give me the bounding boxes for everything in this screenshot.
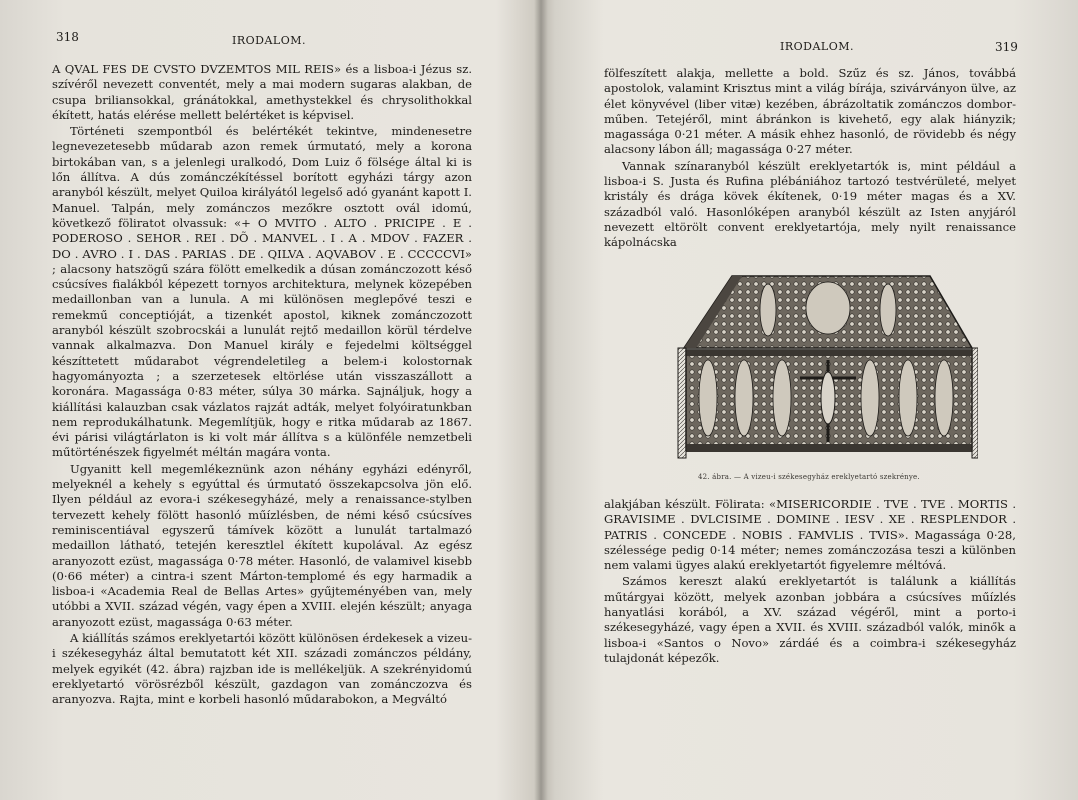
right-page-body-top bbox=[604, 66, 1016, 251]
page-number: 318 bbox=[56, 30, 79, 44]
paragraph: A kiállítás számos ereklyetartói között különösen érdekesek a vizeu-i székesegyház által bemutatott két XII. századi zománczos példány, melyek egyikét (42. ábra) rajzban ide is mellékeljük. A szekrényidomú ereklyetartó vörösrézből készült, gazdagon van zománczozva és aranyozva. Rajta, mint e korbeli hasonló műdarabokon, a Megváltó bbox=[52, 630, 472, 707]
paragraph: Vannak színaranyból készült ereklyetartók is, mint például a lisboa-i S. Justa és Rufina plébániához tartozó testvérületé, melyet kristály és drága kövek ékítenek, 0·19 méter magas és a XV. századból való. Hasonlóképen aranyból készült az Isten anyjáról nevezett eltörölt convent ereklyetartója, mely nyilt renaissance kápolnácska bbox=[604, 158, 1016, 250]
paragraph: fölfeszített alakja, mellette a bold. Szűz és sz. János, továbbá apostolok, valamint Krisztus mint a világ bírája, szivárványon ülve, az élet könyvével (liber vitæ) kezében, ábrázoltatik zománczos dombor-műben. Tetejéről, mint ábránkon is kivehető, egy alak hiányzik; magassága 0·21 méter. A másik ehhez hasonló, de rövidebb és négy alacsony lábon áll; magassága 0·27 méter. bbox=[604, 66, 1016, 157]
right-page bbox=[548, 0, 1078, 800]
left-page-body bbox=[52, 62, 472, 707]
running-head: IRODALOM. bbox=[780, 40, 854, 53]
figure-caption: 42. ábra. — A vizeu-i székesegyház ereklyetartó szekrénye. bbox=[698, 473, 920, 481]
paragraph: Számos kereszt alakú ereklyetartót is találunk a kiállítás műtárgyai között, melyek azonban jobbára a csúcsíves műízlés hanyatlási korából, a XV. század végéről, mint a porto-i székesegyházé, vagy épen a XVII. és XVIII. századból valók, minők a lisboa-i «Santos o Novo» zárdáé és a coimbra-i székesegyház tulajdonát képezők. bbox=[604, 574, 1016, 665]
reliquary-illustration bbox=[672, 272, 978, 468]
page-number: 319 bbox=[995, 40, 1018, 54]
right-page-body-bottom bbox=[604, 497, 1016, 666]
running-head: IRODALOM. bbox=[232, 34, 306, 47]
paragraph: Ugyanitt kell megemlékeznünk azon néhány egyházi edényről, melyeknél a kehely s egyúttal és úrmutató összekapcsolva jön elő. Ilyen például az evora-i székesegyházé, mely a renaissance-stylben tervezett kehely fölött hasonló műízlésben, de némi késő csúcsíves reminiscentiával egyszerű támívek között a lunulát tartalmazó medaillon látható, tetején keresztlel ékített kupolával. Az egész aranyozott ezüst, magassága 0·78 méter. Hasonló, de valamivel kisebb (0·66 méter) a cintra-i szent Márton-templomé és egy harmadik a lisboa-i «Academia Real de Bellas Artes» gyűjteményében van, mely utóbbi a XVII. század végén, vagy épen a XVIII. elején készült; anyaga aranyozott ezüst, magassága 0·63 méter. bbox=[52, 461, 472, 629]
paragraph: A QVAL FES DE CVSTO DVZEMTOS MIL REIS» és a lisboa-i Jézus sz. szívéről nevezett conventét, mely a mai modern sugaras alakban, de csupa briliansokkal, gránátokkal, amethystekkel és chrysolithokkal ékített, hatás elérése mellett belértéket is képvisel. bbox=[52, 62, 472, 122]
paragraph: alakjában készült. Fölirata: «MISERICORDIE . TVE . TVE . MORTIS . GRAVISIME . DVLCISIME . DOMINE . IESV . XE . RESPLENDOR . PATRIS . CONCEDE . NOBIS . FAMVLIS . TVIS». Magassága 0·28, szélessége pedig 0·14 méter; nemes zománczozása teszi a különben nem valami ügyes alakú ereklyetartót figyelemre méltóvá. bbox=[604, 497, 1016, 573]
paragraph: Történeti szempontból és belértékét tekintve, mindenesetre legnevezetesebb műdarab azon remek úrmutató, mely a korona birtokában van, s a jelenlegi uralkodó, Dom Luiz ő fölsége által ki is lőn állítva. A dús zománczékítéssel borított egyházi tárgy azon aranyból készült, melyet Quiloa királyától legelső adó gyanánt kapott I. Manuel. Talpán, mely zománczos mezőkre osztott ovál idomú, következő föliratot olvassuk: «+ O MVITO . ALTO . PRICIPE . E . PODEROSO . SEHOR . REI . DÕ . MANVEL . I . A . MDOV . FAZER . DO . AVRO . I . DAS . PARIAS . DE . QILVA . AQVABOV . E . CCCCCVI» ; alacsony hatszögű szára fölött emelkedik a dúsan zománczozott késő csúcsíves fialákból képezett tornyos architektura, melynek közepében medaillonban van a lunula. A mi különösen meglepővé teszi e remekmű conceptióját, a tizenkét apostol, kiknek zománczozott aranyból készült szobrocskái a lunulát rejtő medaillon körül térdelve vannak alkalmazva. Don Manuel király e fejedelmi költséggel készíttetett műdarabot végrendeletileg a belem-i kolostornak hagyományozta ; a szerzetesek eltörlése után visszaszállott a koronára. Magassága 0·83 méter, súlya 30 márka. Sajnáljuk, hogy a kiállítási kalauzban csak vázlatos rajzát adták, melyet folyóiratunkban nem reprodukálhatunk. Megemlítjük, hogy e ritka műdarab az 1867. évi párisi világtárlaton is ki volt már állítva s a különféle nemzetbeli műtörténészek figyelmét méltán magára vonta. bbox=[52, 124, 472, 460]
